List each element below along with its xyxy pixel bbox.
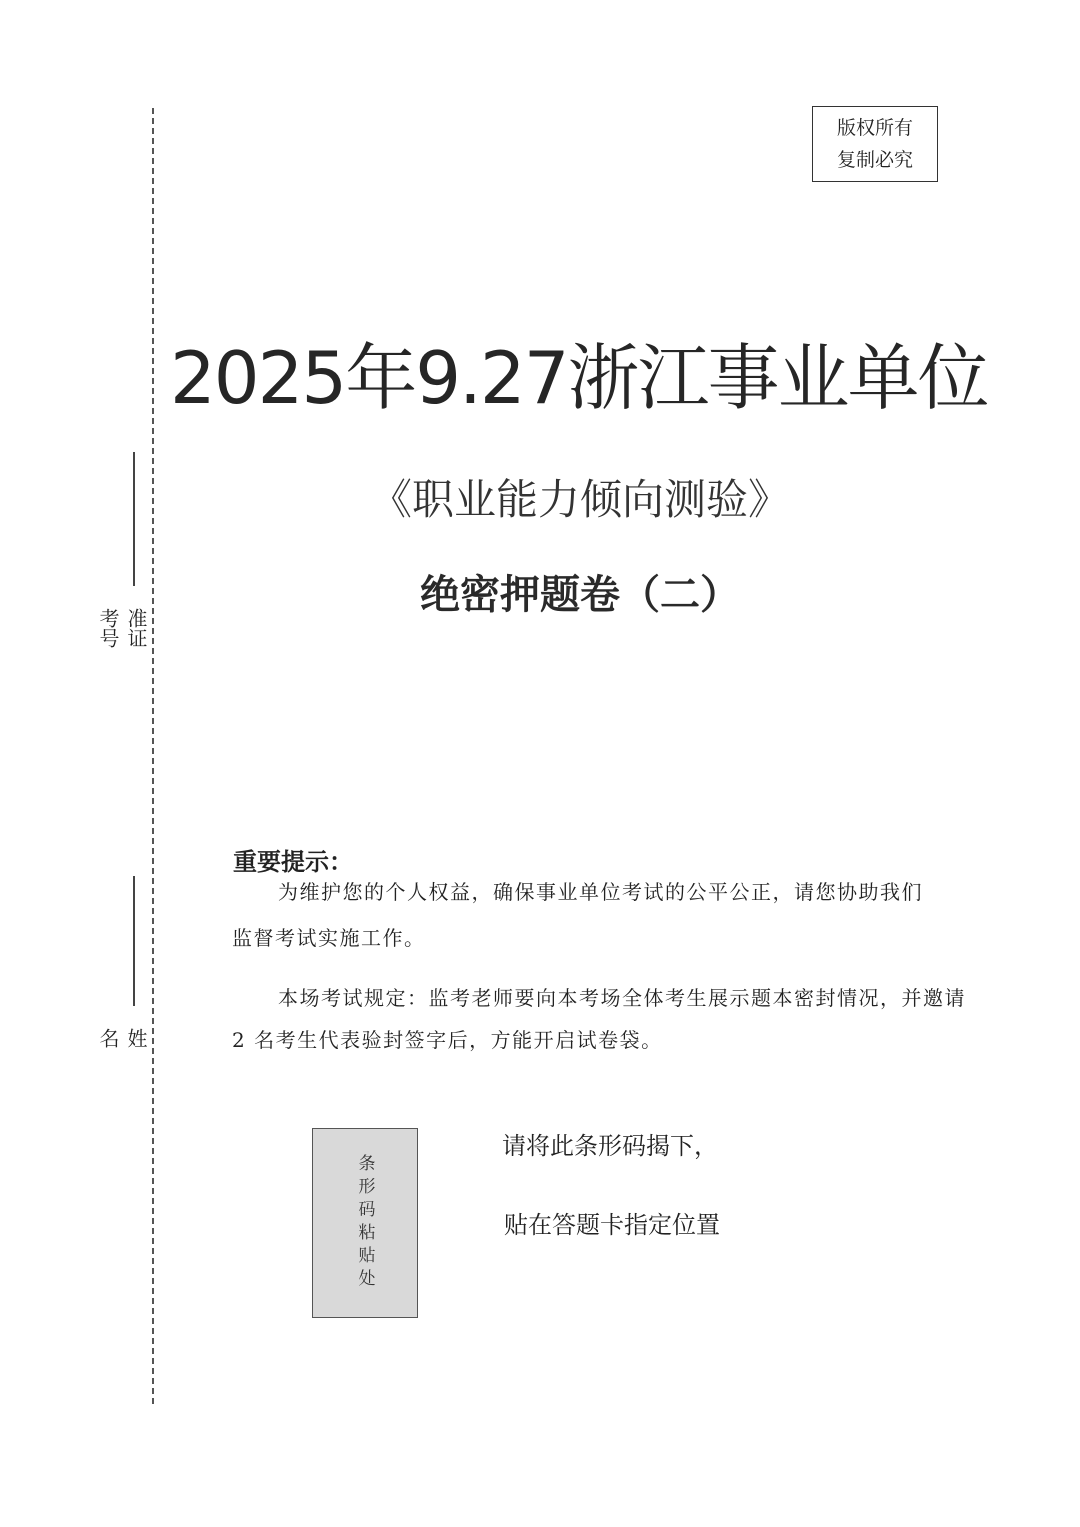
notice-para2-line1: 本场考试规定：监考老师要向本考场全体考生展示题本密封情况，并邀请 [278, 986, 966, 1010]
dashed-fold-line [152, 108, 154, 1404]
exam-number-label-line2: 考号 [96, 608, 120, 648]
copyright-box [812, 106, 938, 182]
copyright-line2: 复制必究 [836, 149, 913, 171]
barcode-box-label: 条形码粘贴处 [354, 1154, 375, 1292]
copyright-line1: 版权所有 [836, 117, 913, 139]
barcode-instruction-line1: 请将此条形码揭下， [502, 1132, 718, 1160]
name-label [98, 1028, 146, 1048]
notice-heading: 重要提示： [233, 848, 353, 876]
paper-name: 绝密押题卷（二） [420, 572, 740, 618]
name-label-line2: 名 [96, 1028, 120, 1048]
exam-subject: 《职业能力倾向测验》 [369, 475, 790, 524]
exam-number-label-line1: 准证 [124, 608, 148, 648]
exam-number-label [98, 608, 146, 648]
page-title: 2025年9.27浙江事业单位 [170, 336, 988, 420]
notice-para2-line2: 2 名考生代表验封签字后，方能开启试卷袋。 [232, 1028, 663, 1052]
barcode-sticker-area [312, 1128, 418, 1318]
barcode-instruction-line2: 贴在答题卡指定位置 [504, 1211, 720, 1239]
notice-para1-line2: 监督考试实施工作。 [232, 926, 426, 950]
name-label-line1: 姓 [124, 1028, 148, 1048]
notice-para1-line1: 为维护您的个人权益，确保事业单位考试的公平公正，请您协助我们 [278, 880, 923, 904]
exam-number-underline [133, 452, 135, 586]
name-underline [133, 876, 135, 1006]
